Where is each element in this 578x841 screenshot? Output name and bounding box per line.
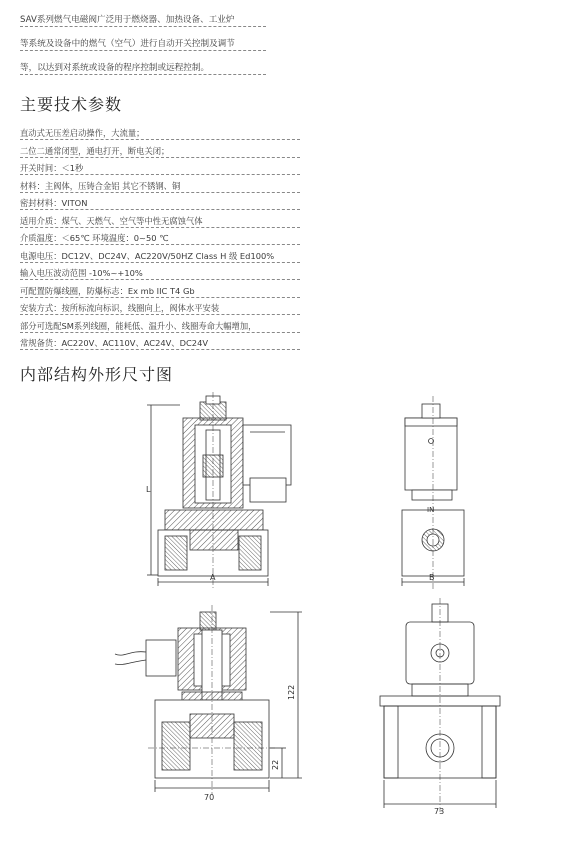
top-side-view xyxy=(402,396,464,590)
intro-line: 等，以达到对系统或设备的程序控制或远程控制。 xyxy=(20,62,266,75)
dimension-label-73: 73 xyxy=(434,807,445,816)
spec-item: 密封材料：VITON xyxy=(20,198,300,210)
inlet-mark: IN xyxy=(427,506,435,514)
intro-line: 等系统及设备中的燃气（空气）进行自动开关控制及调节 xyxy=(20,38,266,51)
spec-section-title: 主要技术参数 xyxy=(20,95,123,114)
dimension-label-b: B xyxy=(429,573,435,582)
spec-item: 二位二通常闭型，通电打开，断电关闭； xyxy=(20,146,300,158)
spec-item: 输入电压波动范围 -10%~+10% xyxy=(20,268,300,280)
spec-item: 常规备货：AC220V、AC110V、AC24V、DC24V xyxy=(20,338,300,350)
dimension-label-l: L xyxy=(146,485,151,494)
spec-item: 开关时间：＜1秒 xyxy=(20,163,300,175)
bottom-side-view xyxy=(380,598,500,812)
dimension-label-22: 22 xyxy=(271,759,280,770)
spec-item: 电源电压：DC12V、DC24V、AC220V/50HZ Class H 级 Ed100% xyxy=(20,251,300,263)
spec-item: 适用介质：煤气、天燃气、空气等中性无腐蚀气体 xyxy=(20,216,300,228)
spec-item: 介质温度：＜65℃ 环境温度：0~50 ℃ xyxy=(20,233,300,245)
intro-line: SAV系列燃气电磁阀广泛用于燃烧器、加热设备、工业炉 xyxy=(20,14,266,27)
spec-item: 直动式无压差启动操作，大流量； xyxy=(20,128,300,140)
dimension-label-122: 122 xyxy=(287,684,296,700)
dimension-label-70: 70 xyxy=(204,793,215,802)
spec-item: 可配置防爆线圈，防爆标志：Ex mb IIC T4 Gb xyxy=(20,286,300,298)
drawing-section-title: 内部结构外形尺寸图 xyxy=(20,365,174,384)
spec-item: 材料：主阀体，压铸合金铝 其它不锈钢、铜 xyxy=(20,181,300,193)
dimension-label-a: A xyxy=(210,573,216,582)
spec-item: 部分可选配SM系列线圈，能耗低、温升小、线圈寿命大幅增加， xyxy=(20,321,300,333)
top-front-section-view xyxy=(147,392,291,590)
spec-item: 安装方式：按所标流向标识，线圈向上，阀体水平安装 xyxy=(20,303,300,315)
